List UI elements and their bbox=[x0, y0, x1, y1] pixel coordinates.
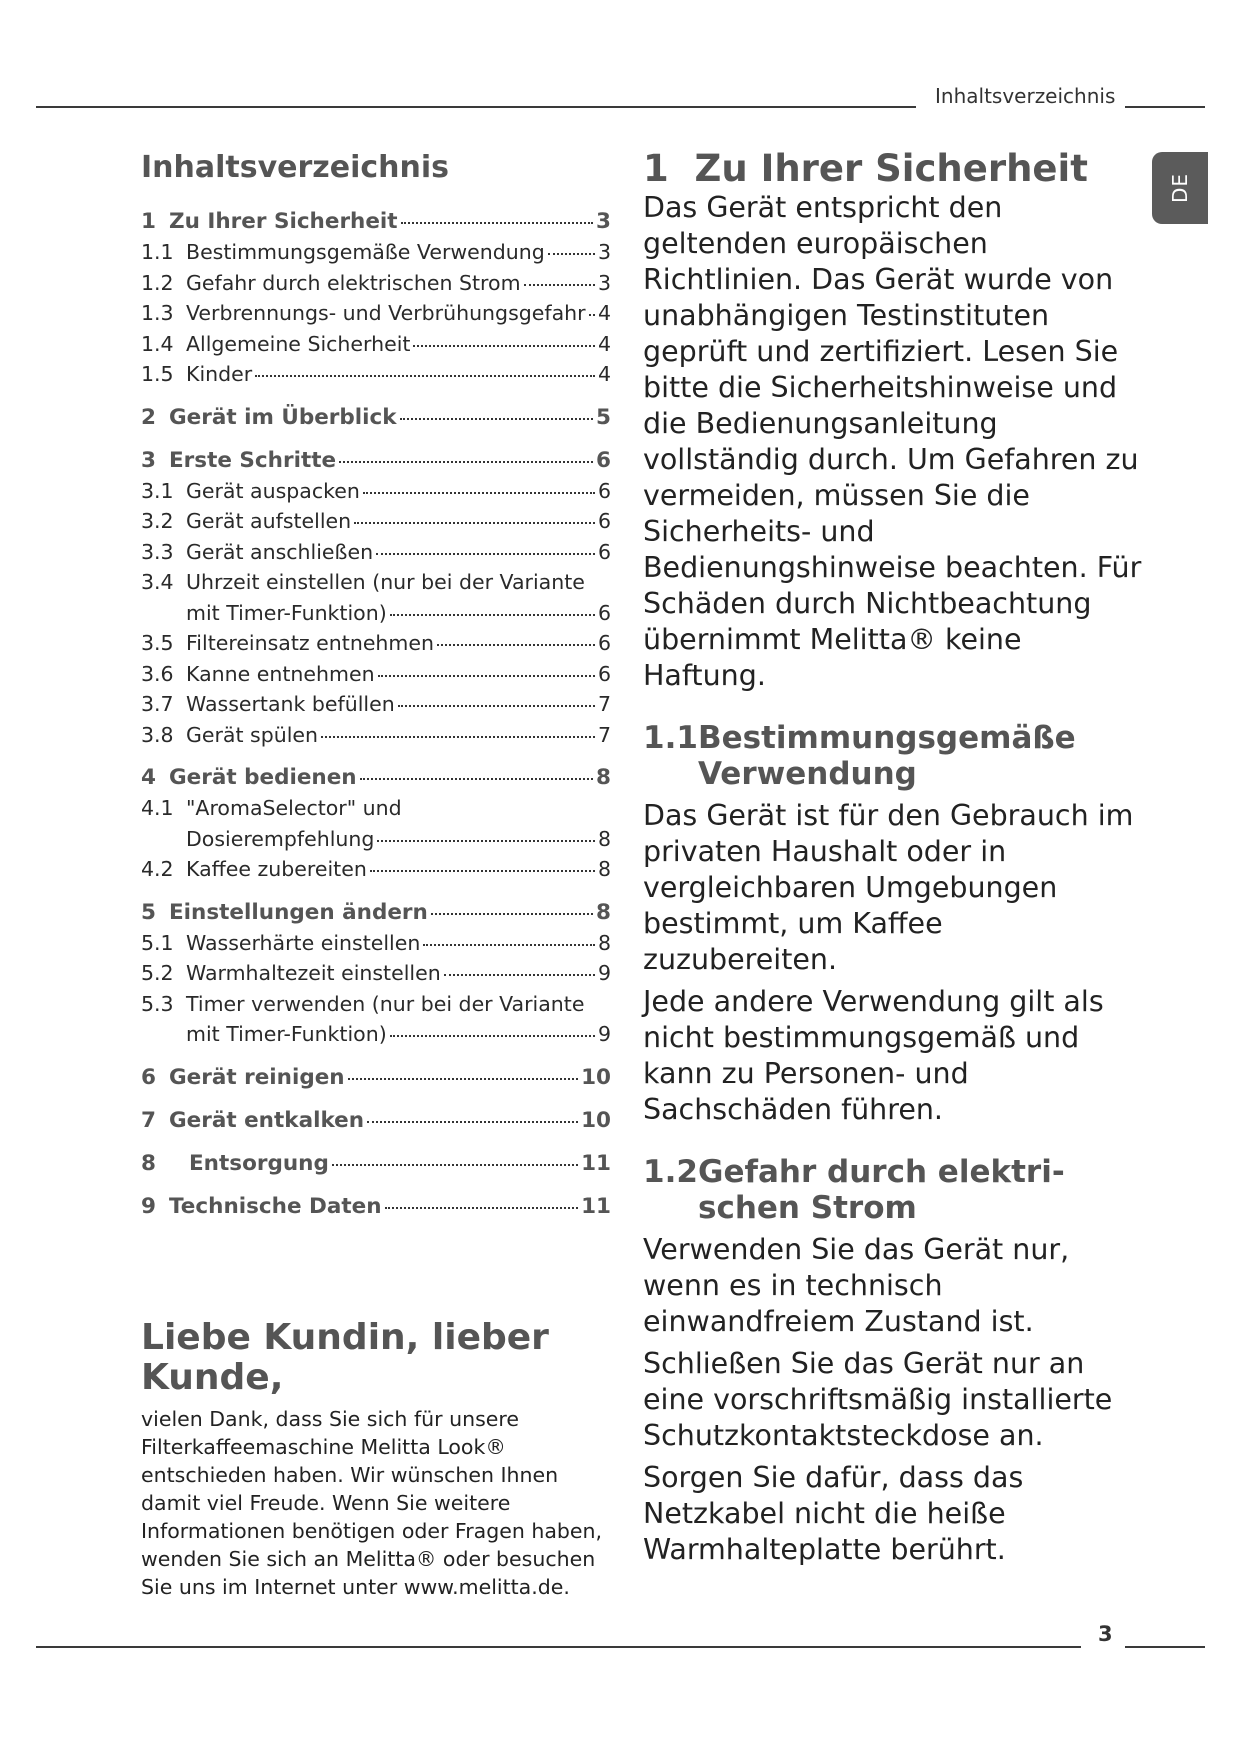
header-rule-left bbox=[36, 106, 916, 108]
toc-entry-label: Zu Ihrer Sicherheit bbox=[169, 209, 398, 234]
toc-entry bbox=[141, 1148, 611, 1179]
toc-entry-label: Timer verwenden (nur bei der Variante bbox=[186, 991, 585, 1016]
toc-entry-label-continuation: mit Timer-Funktion) bbox=[186, 600, 387, 625]
toc-entry-label: Filtereinsatz entnehmen bbox=[186, 631, 434, 655]
toc-leader-dots bbox=[339, 460, 593, 463]
toc-entry-label: Kaffee zubereiten bbox=[186, 857, 367, 881]
toc-entry-page: 7 bbox=[597, 722, 611, 747]
toc-entry-number: 1.4 bbox=[141, 331, 174, 356]
toc-leader-dots bbox=[367, 1120, 578, 1123]
toc-entry-label: Einstellungen ändern bbox=[169, 899, 428, 925]
section-1-1-paragraph-2: Jede andere Verwendung gilt als nicht bestimmungsgemäß und kann zu Personen- und Sachschäden führen. bbox=[643, 985, 1104, 1126]
language-tab-label: DE bbox=[1168, 172, 1192, 204]
toc-entry-label: Gerät anschließen bbox=[186, 539, 374, 564]
toc-entry-page: 9 bbox=[597, 1022, 611, 1046]
toc-entry-number: 5.3 bbox=[141, 991, 174, 1016]
toc-entry-number: 4.1 bbox=[141, 796, 174, 820]
toc-entry-number: 3.7 bbox=[141, 692, 174, 716]
toc-entry-number: 9 bbox=[141, 1193, 156, 1219]
toc-entry-page: 3 bbox=[596, 209, 611, 234]
toc-entry-label-continuation: mit Timer-Funktion) bbox=[186, 1022, 387, 1046]
toc-leader-dots bbox=[400, 417, 593, 420]
toc-leader-dots bbox=[390, 1034, 595, 1037]
toc-leader-dots bbox=[398, 704, 595, 707]
toc-entry-page: 11 bbox=[581, 1193, 611, 1219]
toc-entry-label: Entsorgung bbox=[189, 1150, 329, 1176]
section-1-2-number: 1.2 bbox=[643, 1154, 698, 1190]
toc-entry-number: 5 bbox=[141, 899, 156, 925]
toc-entry-label: Kanne entnehmen bbox=[186, 661, 375, 686]
toc-entry-number: 3.6 bbox=[141, 661, 174, 686]
toc-leader-dots bbox=[348, 1077, 578, 1080]
toc-leader-dots bbox=[385, 1206, 579, 1209]
toc-entry-label: Gerät entkalken bbox=[169, 1107, 365, 1133]
main-content bbox=[643, 148, 1143, 1574]
toc-leader-dots bbox=[363, 491, 595, 494]
toc-entry-label: Gerät auspacken bbox=[186, 478, 360, 503]
toc-entry bbox=[141, 689, 611, 720]
toc-entry bbox=[141, 928, 611, 959]
section-1-1-title-line2: Verwendung bbox=[698, 756, 917, 792]
toc-entry-page: 6 bbox=[597, 631, 611, 655]
toc-entry-label: Gerät spülen bbox=[186, 722, 319, 747]
toc-entry-number: 4 bbox=[141, 765, 156, 790]
toc-entry-page: 5 bbox=[596, 404, 611, 430]
language-tab bbox=[1152, 152, 1208, 224]
toc-entry-label: Gerät bedienen bbox=[169, 765, 357, 790]
toc-entry-number: 3.8 bbox=[141, 722, 174, 747]
toc-leader-dots bbox=[378, 674, 595, 677]
toc-entry bbox=[141, 567, 611, 598]
section-1-1-heading bbox=[643, 720, 1143, 792]
toc-entry bbox=[141, 537, 611, 568]
toc-entry bbox=[141, 897, 611, 928]
toc-entry-number: 3.2 bbox=[141, 509, 174, 533]
section-1-2-paragraph-2: Schließen Sie das Gerät nur an eine vorschriftsmäßig installierte Schutzkontaktsteckdose an. bbox=[643, 1347, 1113, 1452]
running-header-title: Inhaltsverzeichnis bbox=[935, 84, 1116, 108]
toc-entry-page: 6 bbox=[597, 661, 611, 686]
toc-entry bbox=[141, 793, 611, 824]
toc-leader-dots bbox=[401, 221, 593, 224]
toc-entry bbox=[141, 402, 611, 433]
toc-entry-label: Verbrennungs- und Verbrühungsgefahr bbox=[186, 301, 586, 325]
toc-leader-dots bbox=[444, 973, 595, 976]
toc-entry-label: Wassertank befüllen bbox=[186, 692, 395, 716]
toc-entry bbox=[141, 476, 611, 507]
toc-leader-dots bbox=[360, 777, 593, 780]
toc-entry-page: 8 bbox=[596, 765, 611, 790]
section-1-2-paragraph-1: Verwenden Sie das Gerät nur, wenn es in technisch einwandfreiem Zustand ist. bbox=[643, 1233, 1070, 1338]
toc-entry-page: 4 bbox=[597, 331, 611, 356]
toc-entry bbox=[141, 268, 611, 299]
toc-entry bbox=[141, 854, 611, 885]
toc-entry bbox=[141, 1062, 611, 1093]
toc-entry-continuation bbox=[141, 824, 611, 855]
toc-entry-page: 6 bbox=[596, 447, 611, 473]
toc-entry-page: 7 bbox=[597, 692, 611, 716]
toc-entry-label: Kinder bbox=[186, 362, 253, 386]
toc-entry-page: 4 bbox=[597, 362, 611, 386]
toc-entry-number: 3.4 bbox=[141, 570, 174, 594]
toc-entry-label: Bestimmungsgemäße Verwendung bbox=[186, 240, 545, 264]
toc-entry-page: 8 bbox=[597, 857, 611, 881]
toc-entry bbox=[141, 329, 611, 360]
toc-entry bbox=[141, 1105, 611, 1136]
toc-leader-dots bbox=[390, 613, 595, 616]
toc-entry-page: 8 bbox=[597, 930, 611, 955]
toc-entry-number: 3.5 bbox=[141, 631, 174, 655]
welcome-text: vielen Dank, dass Sie sich für unsere Filterkaffeemaschine Melitta Look® entschieden haben. Wir wünschen Ihnen damit viel Freude. Wenn Sie weitere Informationen benötigen oder Fragen haben, wenden Sie sich an Melitta® oder besuchen Sie uns im Internet unter www.melitta.de. bbox=[141, 1407, 603, 1599]
toc-entry-number: 1 bbox=[141, 209, 156, 234]
table-of-contents bbox=[141, 206, 611, 1222]
toc-entry bbox=[141, 628, 611, 659]
section-1-2-paragraph-3: Sorgen Sie dafür, dass das Netzkabel nicht die heiße Warmhalteplatte berührt. bbox=[643, 1461, 1024, 1566]
toc-entry bbox=[141, 237, 611, 268]
toc-entry bbox=[141, 359, 611, 390]
toc-entry-page: 11 bbox=[581, 1150, 611, 1176]
section-1-number: 1 bbox=[643, 147, 669, 190]
toc-leader-dots bbox=[431, 912, 593, 915]
toc-entry-page: 6 bbox=[597, 509, 611, 533]
toc-entry-label: Gerät aufstellen bbox=[186, 509, 352, 533]
toc-entry-label-continuation: Dosierempfehlung bbox=[186, 826, 375, 851]
toc-entry-page: 9 bbox=[597, 961, 611, 985]
toc-leader-dots bbox=[332, 1163, 578, 1166]
toc-entry-number: 1.3 bbox=[141, 301, 174, 325]
toc-leader-dots bbox=[437, 643, 595, 646]
toc-entry bbox=[141, 298, 611, 329]
toc-entry-number: 5.1 bbox=[141, 930, 174, 955]
toc-entry-number: 8 bbox=[141, 1150, 156, 1176]
toc-entry-page: 3 bbox=[597, 240, 611, 264]
toc-entry-page: 6 bbox=[597, 539, 611, 564]
toc-entry-label: Warmhaltezeit einstellen bbox=[186, 961, 441, 985]
toc-entry-number: 7 bbox=[141, 1107, 156, 1133]
section-1-1-paragraph-1: Das Gerät ist für den Gebrauch im privaten Haushalt oder in vergleichbaren Umgebungen bestimmt, um Kaffee zuzubereiten. bbox=[643, 799, 1134, 976]
section-1-1-number: 1.1 bbox=[643, 720, 698, 756]
section-1-1-title-line1: Bestimmungsgemäße bbox=[698, 720, 1076, 756]
toc-entry-label: Gerät reinigen bbox=[169, 1064, 345, 1090]
section-1-title: Zu Ihrer Sicherheit bbox=[694, 147, 1088, 190]
section-1-2-title-line2: schen Strom bbox=[698, 1190, 917, 1226]
toc-entry bbox=[141, 1191, 611, 1222]
toc-entry-label: Gerät im Überblick bbox=[169, 404, 397, 430]
toc-entry bbox=[141, 762, 611, 793]
welcome-title: Liebe Kundin, lieber Kunde, bbox=[141, 1317, 549, 1398]
toc-leader-dots bbox=[423, 943, 595, 946]
page-number: 3 bbox=[1098, 1622, 1113, 1646]
toc-entry-page: 10 bbox=[581, 1107, 611, 1133]
toc-entry bbox=[141, 659, 611, 690]
toc-leader-dots bbox=[524, 283, 595, 286]
section-1-2-title-line1: Gefahr durch elektri- bbox=[698, 1154, 1065, 1190]
toc-leader-dots bbox=[413, 344, 595, 347]
toc-entry-label: Allgemeine Sicherheit bbox=[186, 331, 411, 356]
toc-entry-number: 3 bbox=[141, 447, 156, 473]
toc-entry-number: 3.1 bbox=[141, 478, 174, 503]
toc-entry-page: 10 bbox=[581, 1064, 611, 1090]
toc-entry bbox=[141, 206, 611, 237]
toc-entry-continuation bbox=[141, 598, 611, 629]
toc-entry bbox=[141, 989, 611, 1020]
toc-entry-label: Wasserhärte einstellen bbox=[186, 930, 421, 955]
toc-leader-dots bbox=[376, 552, 595, 555]
toc-entry-number: 5.2 bbox=[141, 961, 174, 985]
toc-entry bbox=[141, 720, 611, 751]
section-1-2-heading bbox=[643, 1154, 1143, 1226]
toc-title: Inhaltsverzeichnis bbox=[141, 150, 450, 185]
toc-leader-dots bbox=[321, 735, 595, 738]
toc-entry-page: 4 bbox=[597, 301, 611, 325]
section-1-text: Das Gerät entspricht den geltenden europäischen Richtlinien. Das Gerät wurde von unabhängigen Testinstituten geprüft und zertifiziert. Lesen Sie bitte die Sicherheitshinweise und die Bedienungsanleitung vollständig durch. Um Gefahren zu vermeiden, müssen Sie die Sicherheits- und Bedienungshinweise beachten. Für Schäden durch Nichtbeachtung übernimmt Melitta® keine Haftung. bbox=[643, 191, 1142, 692]
toc-entry-number: 6 bbox=[141, 1064, 156, 1090]
toc-leader-dots bbox=[370, 869, 595, 872]
toc-leader-dots bbox=[589, 313, 595, 316]
toc-entry-page: 8 bbox=[597, 826, 611, 851]
toc-entry-label: Uhrzeit einstellen (nur bei der Variante bbox=[186, 570, 585, 594]
toc-entry bbox=[141, 445, 611, 476]
toc-entry-number: 1.1 bbox=[141, 240, 174, 264]
toc-entry-page: 3 bbox=[597, 270, 611, 295]
toc-entry-page: 6 bbox=[597, 600, 611, 625]
toc-entry-label: Technische Daten bbox=[169, 1193, 382, 1219]
header-rule-right bbox=[1125, 106, 1205, 108]
toc-entry bbox=[141, 506, 611, 537]
toc-entry-label: Gefahr durch elektrischen Strom bbox=[186, 270, 521, 295]
toc-entry-number: 4.2 bbox=[141, 857, 174, 881]
toc-leader-dots bbox=[255, 374, 595, 377]
toc-entry bbox=[141, 958, 611, 989]
toc-entry-number: 1.5 bbox=[141, 362, 174, 386]
toc-entry-continuation bbox=[141, 1019, 611, 1050]
section-1-heading bbox=[643, 148, 1143, 190]
toc-entry-label: Erste Schritte bbox=[169, 447, 337, 473]
footer-rule-right bbox=[1125, 1646, 1205, 1648]
toc-entry-number: 1.2 bbox=[141, 270, 174, 295]
footer-rule-left bbox=[36, 1646, 1081, 1648]
toc-entry-number: 3.3 bbox=[141, 539, 174, 564]
toc-entry-page: 6 bbox=[597, 478, 611, 503]
toc-entry-number: 2 bbox=[141, 404, 156, 430]
toc-entry-label: "AromaSelector" und bbox=[186, 796, 402, 820]
toc-leader-dots bbox=[354, 521, 595, 524]
toc-leader-dots bbox=[548, 252, 595, 255]
toc-leader-dots bbox=[377, 839, 595, 842]
toc-entry-page: 8 bbox=[596, 899, 611, 925]
